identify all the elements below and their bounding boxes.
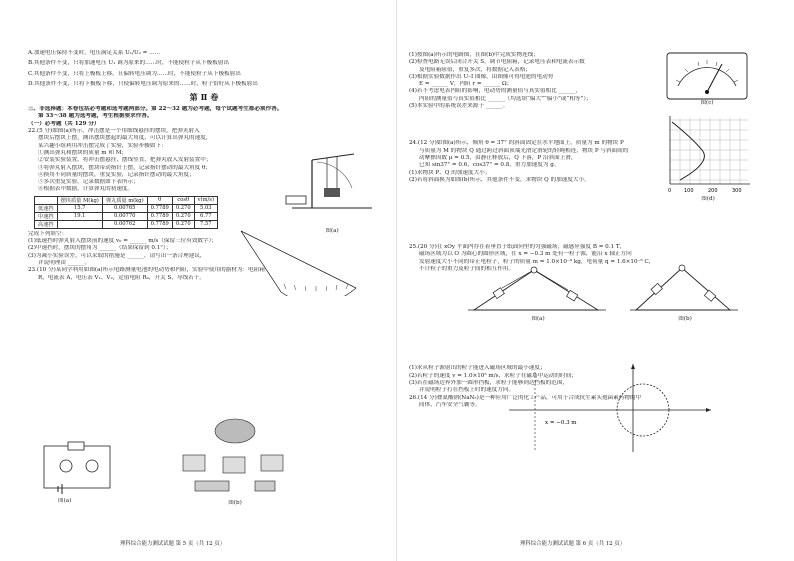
- q23-fig-b-label: 图(b): [228, 500, 242, 506]
- left-footer: 理科综合能力测试试题 第 5 页（共 12 页）: [120, 541, 226, 547]
- table-header: 摆块质量 M(kg): [57, 196, 102, 204]
- table-cell: 0.270: [172, 212, 194, 220]
- q23-part: (1)按图(a)所示的电路图，在图(b)中完成实物连线；: [409, 52, 539, 58]
- q24-line: 24.(12 分)如图(a)所示，倾角 θ = 37° 的斜面固定在水平地面上，质量为 m 的物块 P: [409, 140, 624, 147]
- q25-question: (3)若在磁场边界外加一圆形挡板，求粒子能够到达挡板的范围，: [409, 379, 568, 386]
- graph-tick: 300: [732, 188, 742, 194]
- q24-incline-a-figure: [468, 262, 608, 323]
- q25-line: 不计粒子的重力及粒子间的相互作用。: [419, 266, 515, 273]
- q25-question: (2)若粒子的速度 v = 1.0×10⁵ m/s，求粒子在磁场中运动的时间；: [409, 372, 577, 379]
- q23-part: E = ______ V，内阻 r = ______ Ω；: [419, 81, 513, 88]
- q22-question: 完成下列填空：: [28, 230, 68, 237]
- q24-fig-a-label: 图(a): [531, 316, 545, 322]
- q23-part: (4)若不考虑电表内阻的影响，电动势的测量值与真实值相比 ______，: [409, 88, 581, 95]
- source-position-label: x = −0.3 m: [545, 420, 577, 426]
- q23-apparatus-figure: [175, 415, 295, 507]
- q25-line: 磁场区域为以 O 为圆心的圆形区域，在 x = −0.3 m 处有一粒子源，能沿 x 轴正方向: [419, 251, 632, 258]
- q25-line: 25.(20 分)在 xOy 平面内存在着垂直于纸面向里的匀强磁场，磁感应强度 B = 0.1 T，: [409, 244, 626, 251]
- q23-part: (3)根据实验数据作出 U–I 图像，由图像可得电池的电动势: [409, 73, 554, 80]
- q22-line: ①测出弹丸和摆块的质量 m 和 M；: [38, 149, 128, 156]
- q22-question: (2)中速挡时，摆块的摆角为 ______（结果保留到 0.1°）；: [28, 245, 172, 252]
- q22-line: ⑤多次重复实验，记录数据如下表所示；: [38, 179, 139, 186]
- q23-part: (5)本实验中的系统误差来源于 ______。: [409, 103, 509, 110]
- q23-fig-a-label: 图(a): [58, 498, 72, 504]
- right-footer: 理科综合能力测试试题 第 6 页（共 12 页）: [520, 541, 626, 547]
- table-cell: 0.7789: [147, 212, 172, 220]
- q24-line: (2)若将斜面换为如图(b)所示，其他条件不变，求物块 Q 的加速度大小。: [409, 176, 590, 183]
- table-cell: 0.270: [172, 204, 194, 212]
- graph-tick: 0: [668, 188, 672, 194]
- table-header: v(m/s): [194, 196, 217, 204]
- q23-part: (2)检查电路无误后闭合开关 S，调节电阻箱，记录电压表和电流表示数: [409, 59, 585, 66]
- table-cell: 0.7789: [147, 204, 172, 212]
- q22-line: ③将弹丸射入摆块，摆块带动指针上摆，记录指针摆动的最大角度 θ；: [38, 164, 211, 171]
- graph-tick: 100: [684, 188, 694, 194]
- table-cell: 0.00770: [102, 212, 147, 220]
- q22-line: 摆块后摆块上摆，测出摆块摆起的最大角度，可以计算出弹丸的速度，: [38, 135, 212, 142]
- table-cell: 0.270: [172, 220, 194, 228]
- q22-scale-figure: [236, 226, 366, 296]
- table-cell: [57, 220, 102, 228]
- q22-line: ⑥根据表中数据，计算弹丸的初速度。: [38, 186, 134, 193]
- ui-graph-figure: [662, 114, 754, 203]
- graph-tick: 200: [708, 188, 718, 194]
- options-block: [28, 50, 383, 88]
- q24-incline-b-figure: [630, 262, 740, 323]
- section-intro-2: 第 33～38 题为选考题，考生根据要求作答。: [38, 113, 153, 120]
- table-cell: 15.7: [57, 204, 102, 212]
- q22-line: 某兴趣小组利用冲击摆完成了实验，实验步骤如下：: [38, 142, 167, 149]
- option-c: C.其他条件不变，只将上极板上移，且偏转电压调为……时，不能使粒子从下极板射出: [28, 70, 241, 77]
- q26-line: 26.(14 分)叠氮酸钠(NaN₃)是一种应用广泛的化工产品，可用于合成抗生素头孢菌素药物的中: [409, 394, 642, 401]
- q24-fig-b-label: 图(b): [678, 316, 692, 322]
- section-intro-1: 三、非选择题：本卷包括必考题和选考题两部分。第 22～32 题为必考题，每个试题考生都必须作答。: [28, 106, 283, 113]
- option-d: D.其他条件不变，只将下极板下移，只使偏转电压调为原来的……时，粒子恰好从下极板射出: [28, 80, 258, 87]
- table-cell: 0.00765: [102, 204, 147, 212]
- table-header: [35, 196, 58, 204]
- q24-line: 与质量为 M 的物块 Q 通过跨过斜面顶端光滑定滑轮的轻绳相连，物块 P 与斜面间的: [419, 147, 629, 154]
- option-b: B.其他条件不变，只将加速电压 U₁ 调为原来的……时，不能使粒子从下极板射出: [28, 60, 229, 67]
- voltmeter-figure: [666, 52, 748, 107]
- table-header: 弹丸质量 m(kg): [102, 196, 147, 204]
- volume-title: 第Ⅱ卷: [189, 92, 222, 103]
- q24-line: 已知 sin37° = 0.6，cos37° = 0.8，重力加速度为 g。: [419, 162, 560, 169]
- q24-line: (1)求物块 P、Q 的加速度大小；: [409, 169, 491, 176]
- table-cell: 低速挡: [35, 204, 58, 212]
- table-cell: 0.00762: [102, 220, 147, 228]
- q22-question: 并说明理由 ______。: [38, 259, 91, 266]
- q23-line: R，电流表 A，电压表 V₁、V₂，定值电阻 R₀，开关 S，导线若干。: [38, 274, 205, 281]
- table-cell: 5.03: [194, 204, 217, 212]
- table-header: cosθ: [172, 196, 194, 204]
- table-cell: 高速挡: [35, 220, 58, 228]
- table-cell: 6.77: [194, 212, 217, 220]
- section-intro-3: （一）必考题（共 129 分）: [28, 120, 100, 127]
- q24-line: 动摩擦因数 μ = 0.5，由静止释放后，Q 下落，P 沿斜面上滑，: [419, 154, 577, 161]
- q25-question: (1)求从粒子源射出的粒子能进入磁场区域的最小速度；: [409, 365, 546, 372]
- table-row: [35, 204, 218, 212]
- table-header-row: [35, 196, 218, 204]
- q22-question: (1)低速挡时弹丸射入摆块前的速度 v₀ = ______ m/s（保留三位有效数字）；: [28, 238, 218, 245]
- table-cell: 19.1: [57, 212, 102, 220]
- table-row: [35, 220, 218, 228]
- graph-label: 图(d): [701, 196, 715, 202]
- table-cell: 7.57: [194, 220, 217, 228]
- table-cell: 0.7789: [147, 220, 172, 228]
- q25-field-figure: [505, 362, 715, 454]
- table-header: θ: [147, 196, 172, 204]
- q23-part: 内阻的测量值与真实值相比 ______（均选填“偏大”“偏小”或“相等”）；: [419, 95, 592, 102]
- q25-line: 发射速度大小不同的带正电粒子，粒子的质量 m = 1.0×10⁻⁹ kg，电荷量 q = 1.6×10⁻⁶ C，: [419, 258, 655, 265]
- q22-line: ④换用不同质量的摆块，重复实验，记录指针摆动的最大角度；: [38, 171, 195, 178]
- q23-circuit-figure: [38, 440, 118, 505]
- q25-question: 并说明粒子打在挡板上时的速度方向。: [419, 387, 515, 394]
- q22-question: (3)为减小实验误差，可以采取的措施是 ______，请写出一条合理建议，: [28, 252, 206, 259]
- q23-line: 23.(10 分)某同学利用如图(a)所示电路测量电池的电动势和内阻，实验中使用的器材为：电阻箱: [28, 267, 265, 274]
- option-a: A.加速电压保持不变时，电压满足关系 U₁/U₂ = ……: [28, 50, 161, 56]
- q22-line: 22.(5 分)如图(a)所示，冲击摆是一个用细线悬挂的摆块，把弹丸射入: [28, 128, 200, 135]
- table-row: [35, 212, 218, 220]
- q22-line: ②安装实验装置，将冲击摆悬挂，摆线竖直，把弹丸放入发射装置中；: [38, 157, 212, 164]
- q22-figure-label: 图(a): [325, 228, 339, 234]
- data-table: [34, 196, 218, 229]
- meter-label: 图(c): [700, 100, 714, 106]
- q22-pendulum-figure: [282, 148, 382, 235]
- q23-part: 及电阻箱阻值，重复多次，将数据记入表格；: [419, 66, 531, 73]
- q26-line: 间体，汽车安全气囊等。: [419, 401, 481, 408]
- table-cell: 中速挡: [35, 212, 58, 220]
